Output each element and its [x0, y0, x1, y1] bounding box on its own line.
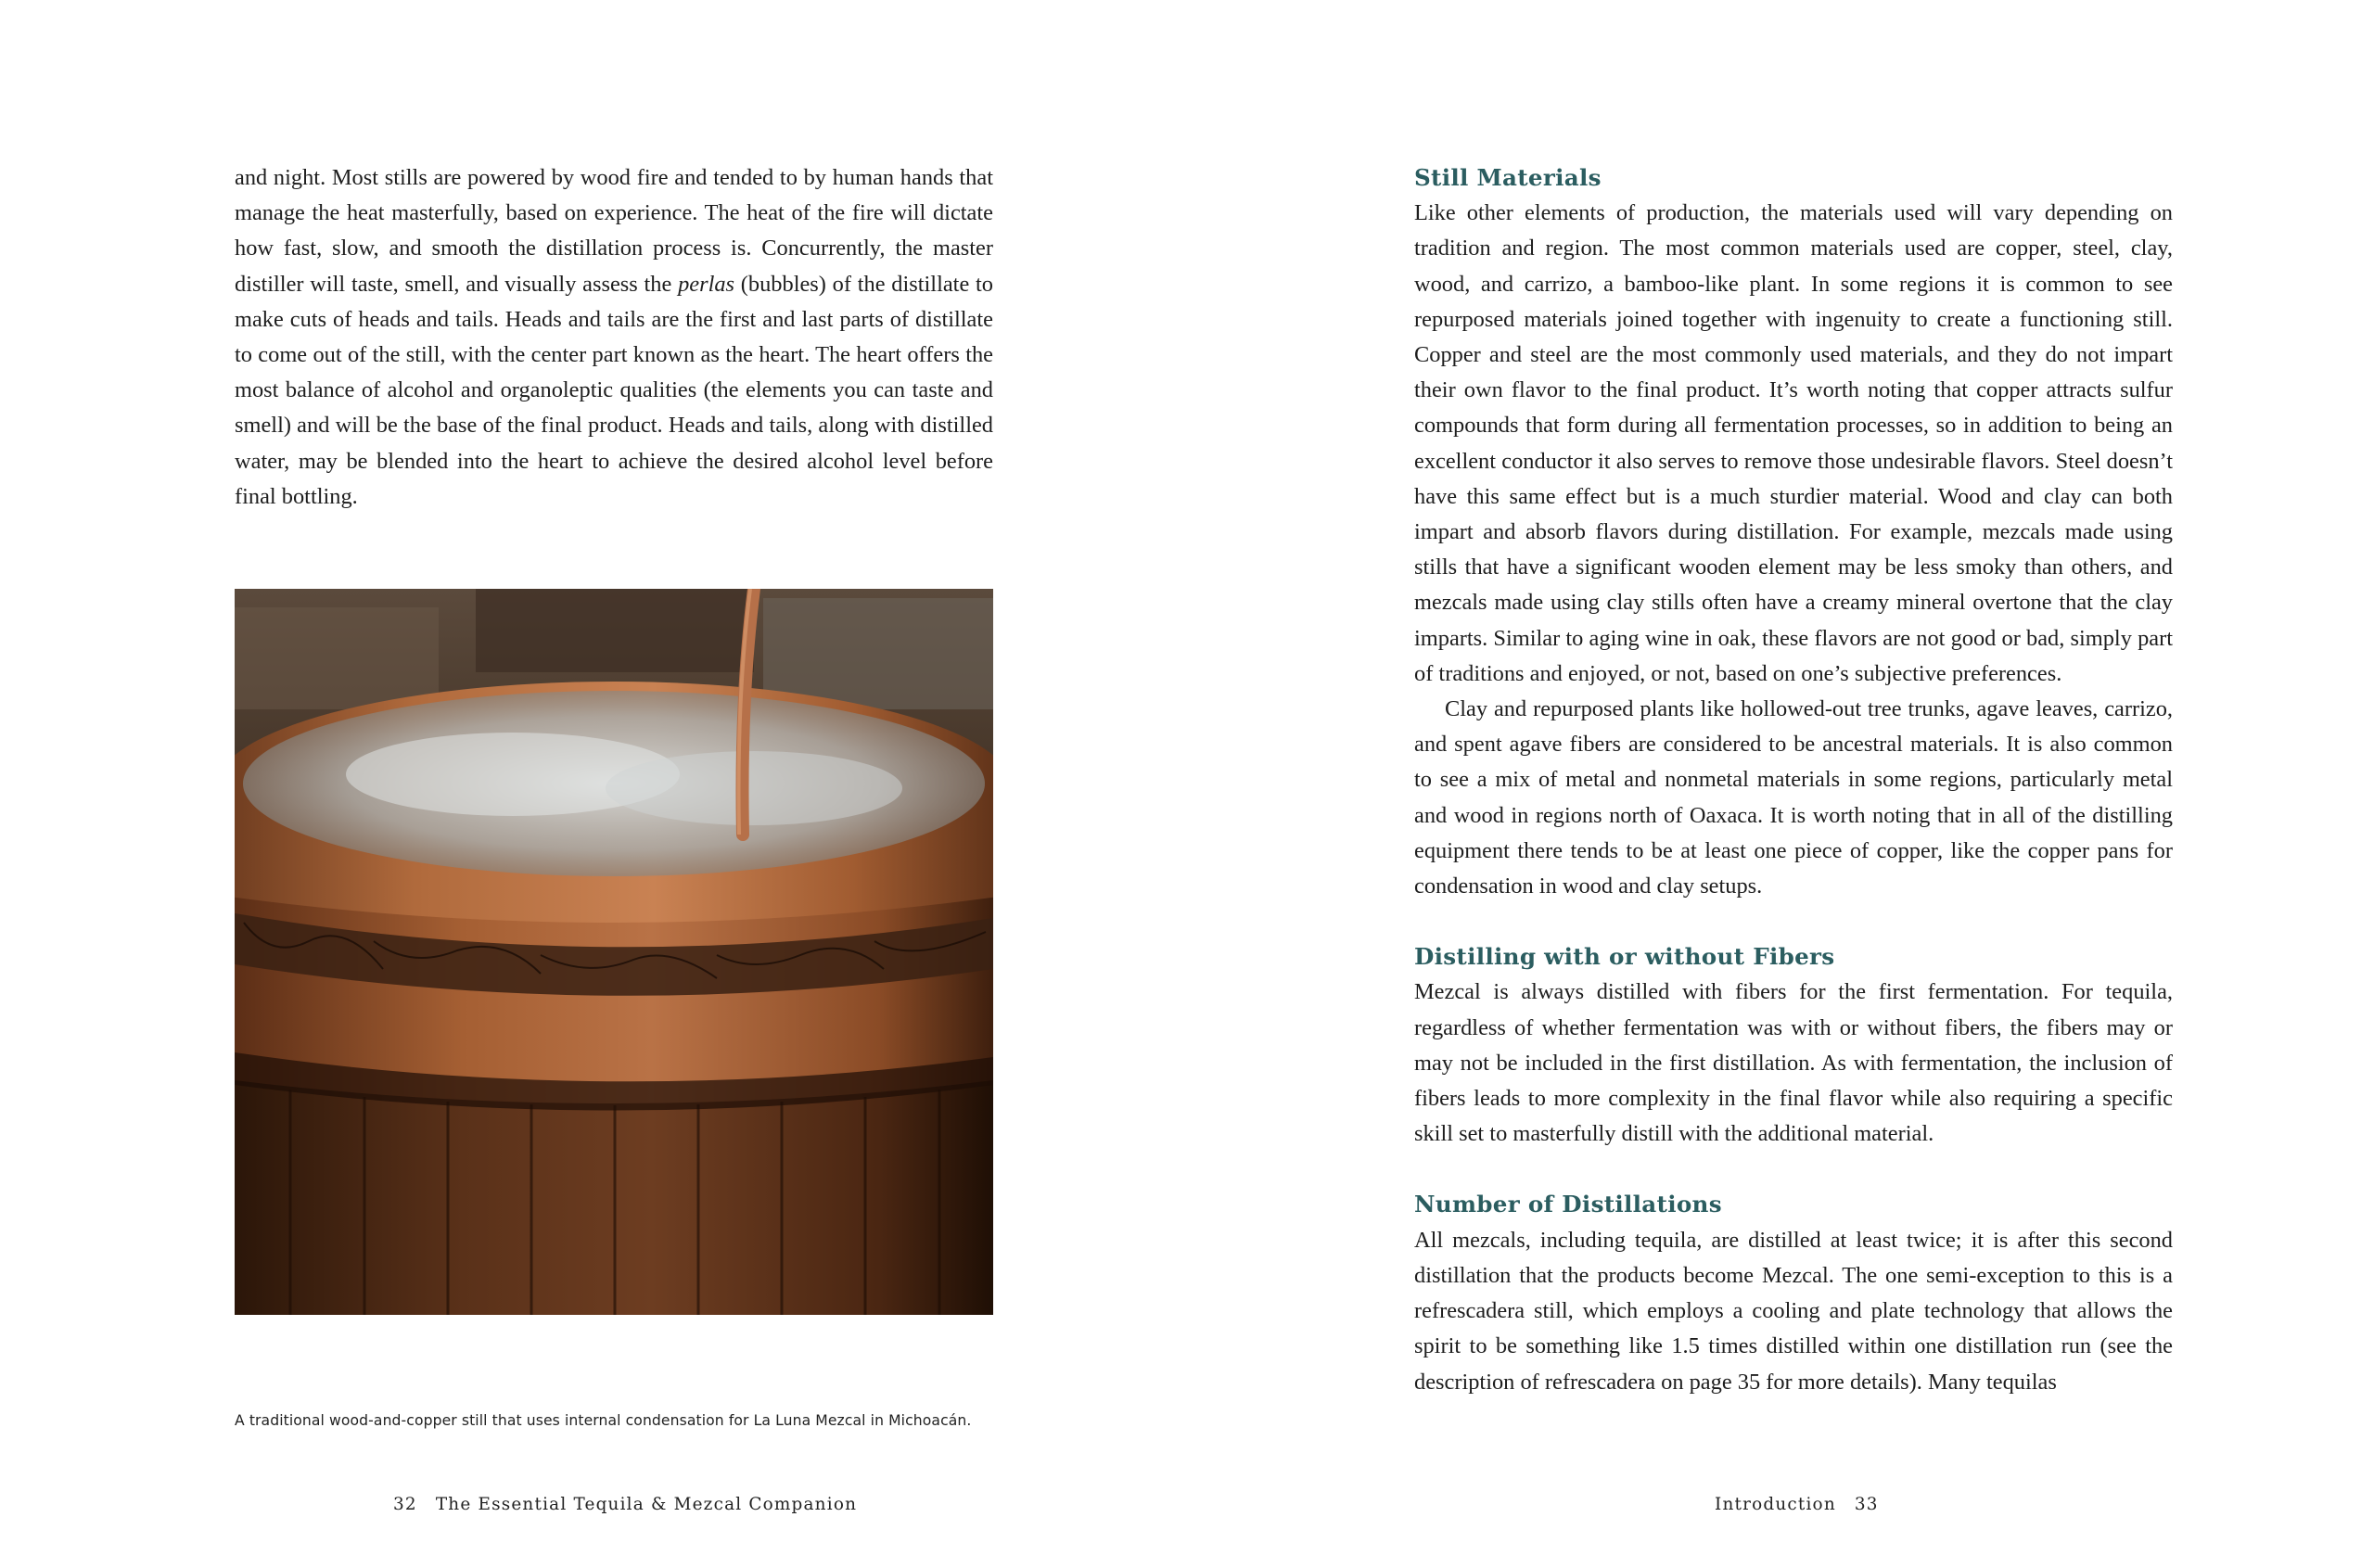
italic-term: perlas — [678, 271, 735, 297]
paragraph-text: (bubbles) of the distillate to make cuts of heads and tails. Heads and tails are the first and last parts of distillate to come out of the still, with the center part known as the heart. The heart offers the most balance of alcohol and organoleptic qualities (the elements you can taste and smell) and will be the base of the final product. Heads and tails, along with distilled water, may be blended into the heart to achieve the desired alcohol level before final bottling. — [235, 271, 993, 509]
section-gap — [1414, 904, 2173, 939]
paragraph-text: and night. Most stills are powered by wood fire and tended to by human hands that manage the heat masterfully, based on experience. The heat of the fire will dictate how fast, slow, and smooth the distillation process is. Concurrently, the master distiller will taste, smell, and visually assess the — [235, 165, 993, 297]
running-head: Introduction — [1715, 1495, 1836, 1514]
photo-caption: A traditional wood-and-copper still that uses internal condensation for La Luna Mezcal in Michoacán. — [235, 1412, 972, 1429]
section-gap — [1414, 1152, 2173, 1187]
body-paragraph: Like other elements of production, the materials used will vary depending on tradition and region. The most common materials used are copper, steel, clay, wood, and carrizo, a bamboo-like plant. In some regions it is common to see repurposed materials joined together with ingenuity to create a functioning still. Copper and steel are the most commonly used materials, and they do not impart their own flavor to the final product. It’s worth noting that copper attracts sulfur compounds that form during all fermentation processes, so in addition to being an excellent conductor it also serves to remove those undesirable flavors. Steel doesn’t have this same effect but is a much sturdier material. Wood and clay can both impart and absorb flavors during distillation. For example, mezcals made using stills that have a significant wooden element may be less smoky than others, and mezcals made using clay stills often have a creamy mineral overtone that the clay imparts. Similar to aging wine in oak, these flavors are not good or bad, simply part of traditions and enjoyed, or not, based on one’s subjective preferences. — [1414, 200, 2173, 686]
body-paragraph: Clay and repurposed plants like hollowed-out tree trunks, agave leaves, carrizo, and spent agave fibers are considered to be ancestral materials. It is also common to see a mix of metal and nonmetal materials in some regions, particularly metal and wood in regions north of Oaxaca. It is worth noting that in all of the distilling equipment there tends to be at least one piece of copper, like the copper pans for condensation in wood and clay setups. — [1414, 696, 2173, 899]
right-text-column — [1414, 160, 2173, 1400]
right-page — [1187, 0, 2374, 1568]
section-heading: Distilling with or without Fibers — [1414, 943, 1835, 971]
body-paragraph — [235, 160, 993, 515]
section-heading: Still Materials — [1414, 164, 1602, 191]
right-folio — [1715, 1495, 1879, 1514]
left-folio — [393, 1495, 857, 1514]
body-paragraph: Mezcal is always distilled with fibers for the first fermentation. For tequila, regardless of whether fermentation was with or without fibers, the fibers may or may not be included in the first distillation. As with fermentation, the inclusion of fibers leads to more complexity in the final flavor while also requiring a specific skill set to masterfully distill with the additional material. — [1414, 979, 2173, 1147]
page-number: 32 — [393, 1495, 417, 1514]
body-paragraph: All mezcals, including tequila, are distilled at least twice; it is after this second distillation that the products become Mezcal. The one semi-exception to this is a refrescadera still, which employs a cooling and plate technology that allows the spirit to be something like 1.5 times distilled within one distillation run (see the description of refrescadera on page 35 for more details). Many tequilas — [1414, 1227, 2173, 1395]
page-number: 33 — [1854, 1495, 1879, 1514]
running-head: The Essential Tequila & Mezcal Companion — [435, 1495, 858, 1514]
left-text-column — [235, 160, 993, 515]
section-heading: Number of Distillations — [1414, 1191, 1722, 1218]
copper-still-image — [235, 589, 993, 1315]
still-photo — [235, 589, 993, 1315]
